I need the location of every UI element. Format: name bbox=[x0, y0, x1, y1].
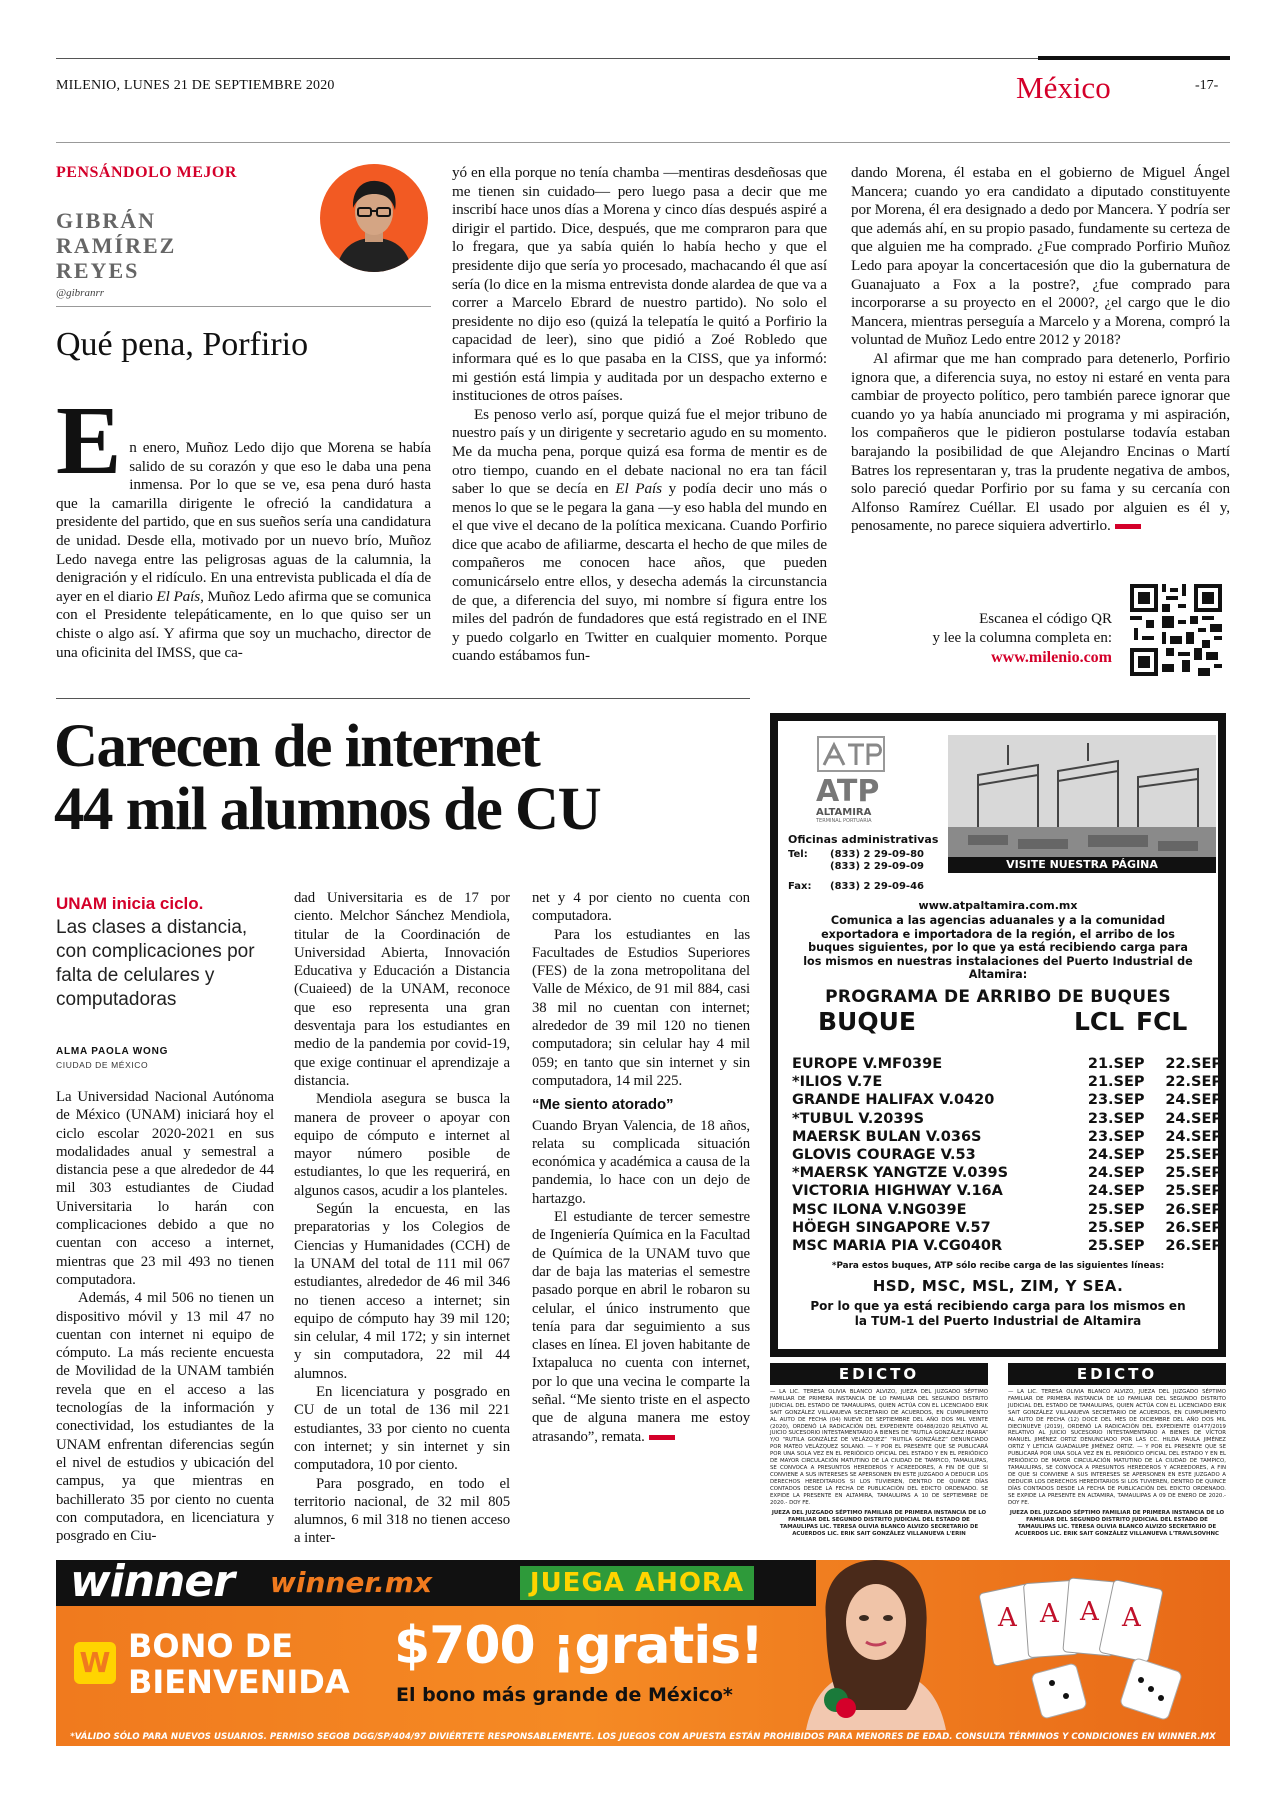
ship-lcl-date: 21.SEP bbox=[1087, 1074, 1145, 1091]
ship-fcl-date: 26.SEP bbox=[1165, 1201, 1222, 1218]
winner-logo: winner bbox=[70, 1560, 234, 1607]
edict-notice bbox=[770, 1363, 988, 1538]
ship-name: GRANDE HALIFAX V.0420 bbox=[792, 1092, 995, 1109]
atp-logo-sub2: TERMINAL PORTUARIA bbox=[816, 818, 872, 824]
ship-row bbox=[792, 1146, 1222, 1164]
program-title: PROGRAMA DE ARRIBO DE BUQUES bbox=[825, 987, 1171, 1007]
ship-fcl-date: 24.SEP bbox=[1165, 1110, 1222, 1127]
atp-logo bbox=[816, 735, 916, 824]
paragraph: Según la encuesta, en las preparatorias y los Colegios de Ciencias y Humanidades (CCH) de la UNAM del total de 111 mil 067 estudiantes, alrededor de 46 mil 346 no tienen acceso a internet; sin equipo de cómputo hay 39 mil 120; sin celular, 4 mil 172; y sin internet y sin computadora, 22 mil 44 alumnos. bbox=[294, 1201, 510, 1382]
news-text-col1 bbox=[56, 1088, 274, 1545]
qr-url[interactable]: www.milenio.com bbox=[991, 649, 1112, 666]
ship-name: MSC ILONA V.NG039E bbox=[792, 1201, 967, 1218]
column-headline[interactable]: Qué pena, Porfirio bbox=[56, 326, 309, 363]
ship-fcl-date: 25.SEP bbox=[1165, 1183, 1222, 1200]
column-kicker: PENSÁNDOLO MEJOR bbox=[56, 164, 237, 181]
bonus-title bbox=[128, 1628, 350, 1700]
ship-lcl-date: 23.SEP bbox=[1087, 1092, 1145, 1109]
paragraph: Para los estudiantes en las Facultades de Estudios Superiores (FES) de la zona metropolitana del Valle de México, de 91 mil 884, casi 38 mil no cuentan con internet; alrededor de 39 mil 120 no tienen computadora; sin celular hay 4 mil 059; en tanto que sin internet y sin computadora, 14 mil 225. bbox=[532, 926, 750, 1089]
author-handle[interactable]: @gibranrr bbox=[56, 287, 105, 299]
ship-row bbox=[792, 1237, 1222, 1255]
tel-number[interactable]: (833) 2 29-09-09 bbox=[830, 861, 924, 872]
ship-fcl-date: 25.SEP bbox=[1165, 1147, 1222, 1164]
atp-logo-sub: ALTAMIRA bbox=[816, 807, 872, 818]
model-portrait-icon bbox=[776, 1560, 976, 1730]
paragraph: Al afirmar que me han comprado para detenerlo, Porfirio ignora que, a diferencia suya, no estoy ni estaré en venta para cambiar de proyecto político, pero también parece ignorar que cuando yo ya había anunciado mi programa y mi aspiración, los compañeros que le pidieron postularse todavía estaban barajando la posibilidad de que Alejandro Encinas o Martí Batres los representaran y, tras la prudente negativa de ambos, solo pareció quedar Porfirio por su fama y su cercanía con Alfonso Ramírez Cuéllar. El usado por alguien es él y, penosamente, no parece siquiera advertirlo. bbox=[851, 349, 1230, 535]
fax-number[interactable]: (833) 2 29-09-46 bbox=[830, 881, 924, 892]
paragraph: y podía decir uno más o menos lo que se le pegara la gana —y eso habla del mundo en el que vive el decano de la política mexicana. Cuando Porfirio dice que acabo de afiliarme, descarta el hecho de que miles de compañeros me conocen hace años, que pueden comunicárselo entre ellos, y desecha además la circunstancia de que, a diferencia del suyo, mi nombre sí figura entre los miles del padrón de fundadores que está registrado en el INE y puedo colgarlo en Twitter en cualquier momento. Porque cuando estábamos fun- bbox=[452, 480, 827, 665]
edict-body: — LA LIC. TERESA OLIVIA BLANCO ALVIZO, JUEZA DEL JUZGADO SÉPTIMO FAMILIAR DE PRIMERA INSTANCIA DE LO FAMILIAR DEL SEGUNDO DISTRITO JUDICIAL DEL ESTADO DE TAMAULIPAS, QUIEN ACTÚA CON EL LICENCIADO ERIK SAIT GONZÁLEZ VILLANUEVA SECRETARIO DE ACUERDOS, EN CUMPLIMIENTO AL AUTO DE FECHA (12) DOCE DEL MES DE DICIEMBRE DEL AÑO DOS MIL DIECINUEVE (2019), ORDENÓ LA RADICACIÓN DEL EXPEDIENTE 01477/2019 RELATIVO AL JUICIO SUCESORIO INTESTAMENTARIO A BIENES DE VÍCTOR MANUEL JIMÉNEZ ORTIZ DENUNCIADO POR LAS CC. HILDA PAULA JIMÉNEZ ORTIZ Y LETICIA GUADALUPE JIMÉNEZ ORTIZ. — Y POR EL PRESENTE QUE SE PUBLICARÁ POR UNA SOLA VEZ EN EL PERIÓDICO OFICIAL DEL ESTADO Y EN EL PERIÓDICO DE MAYOR CIRCULACIÓN MATUTINO DE LA CIUDAD DE TAMPICO, TAMAULIPAS, SE CONVOCA A PRESUNTOS HEREDEROS Y ACREEDORES, A FIN DE QUE SI CONVIENE A SUS INTERESES SE APERSONEN EN ESTE JUZGADO A DEDUCIR LOS DERECHOS HEREDITARIOS SI LOS TUVIEREN, DENTRO DE QUINCE DÍAS CONTADOS DESDE LA FECHA DE PUBLICACIÓN DEL EDICTO ORDENADO. SE EXPIDE LA PRESENTE EN ALTAMIRA, TAMAULIPAS A 09 DE ENERO DE 2020.- DOY FE. bbox=[1008, 1389, 1226, 1506]
news-text-col2 bbox=[294, 889, 510, 1548]
ship-name: MSC MARIA PIA V.CG040R bbox=[792, 1238, 1003, 1255]
port-cranes-icon bbox=[948, 735, 1216, 873]
paragraph: net y 4 por ciento no cuenta con computadora. bbox=[532, 890, 750, 925]
news-byline: ALMA PAOLA WONG bbox=[56, 1046, 169, 1057]
paragraph: dad Universitaria es de 17 por ciento. Melchor Sánchez Mendiola, titular de la Coordinación de Universidad Abierta, Innovación Educativa y Educación a Distancia (Cuaieed) de la UNAM, reconoce que eso representa una gran desventaja para los estudiantes en medio de la pandemia por covid-19, que exige continuar el aprendizaje a distancia. bbox=[294, 890, 510, 1089]
paragraph: Para posgrado, en todo el territorio nacional, de 32 mil 805 alumnos, 6 mil 318 no tienen acceso a inter- bbox=[294, 1475, 510, 1547]
column-text-col2 bbox=[452, 164, 827, 666]
svg-text:A: A bbox=[998, 1603, 1017, 1633]
svg-text:A: A bbox=[1122, 1603, 1141, 1633]
playing-cards-icon bbox=[976, 1568, 1226, 1728]
news-deck bbox=[56, 892, 256, 1012]
ship-lcl-date: 23.SEP bbox=[1087, 1110, 1145, 1127]
paragraph: n enero, Muñoz Ledo dijo que Morena se había salido de su corazón y que eso le daba una pena inmensa. Por lo que se ve, esa pena duró hasta que la camarilla dirigente le ofreció la candidatura a presidente del partido, que en sus sueños sería una candidatura de unidad. Desde ella, motivado por un nuevo brío, Muñoz Ledo navega entre las peligrosas aguas de la calumnia, la denigración y el ridículo. En una entrevista publicada el día de ayer en el diario bbox=[56, 439, 431, 605]
column-text-col3 bbox=[851, 164, 1230, 536]
bonus-amount: $700 ¡gratis! bbox=[394, 1616, 763, 1676]
paragraph: En licenciatura y posgrado en CU de un total de 136 mil 221 estudiantes, 33 por ciento no cuenta con internet; y sin internet y sin computadora, 10 por ciento. bbox=[294, 1384, 510, 1474]
ship-fcl-date: 25.SEP bbox=[1165, 1165, 1222, 1182]
qr-caption bbox=[880, 610, 1112, 667]
ship-name: *ILIOS V.7E bbox=[792, 1074, 883, 1091]
drop-cap: E bbox=[56, 387, 122, 495]
ship-row bbox=[792, 1201, 1222, 1219]
paragraph: yó en ella porque no tenía chamba —mentiras desdeñosas que me tienen sin cuidado— pero luego pasa a decir que me inscribí hace unos días a Morena y cinco días después aspiré a dirigir el partido. Dice, después, que me compraron para que lo fregara, que ya sabía quién lo había hecho y que el presidente dijo que sería yo procesado, machacando él que así sería (lo dice en la misma entrevista donde alardea de que va a correr a Marcelo Ebrard de nuestro partido). No solo el presidente no dijo eso (quizá la telepatía le quitó a Porfirio la capacidad de leer), sino que pidió a Zoé Robledo que informara qué es lo que pasaba en la CISS, que ya informó: mi gestión está limpia y auditada por un despacho externo e instituciones de otros países. bbox=[452, 164, 827, 405]
ship-name: *MAERSK YANGTZE V.039S bbox=[792, 1165, 1009, 1182]
ship-name: EUROPE V.MF039E bbox=[792, 1056, 943, 1072]
ship-lcl-date: 25.SEP bbox=[1087, 1201, 1145, 1218]
visit-page-label: VISITE NUESTRA PÁGINA bbox=[948, 857, 1216, 873]
svg-text:A: A bbox=[1040, 1599, 1059, 1629]
paragraph: El estudiante de tercer semestre de Ingeniería Química en la Facultad de Química de la UNAM tuvo que dar de baja las materias el semestre pasado porque en abril le robaron su celular, el único instrumento que tenía para dar seguimiento a sus clases en línea. El joven habitante de Ixtapaluca no cuenta con internet, por lo que una vecina le comparte la señal. “Me siento triste en el aspecto que de alguna manera me estoy atrasando”, remata. bbox=[532, 1209, 750, 1445]
masthead-date: MILENIO, LUNES 21 DE SEPTIEMBRE 2020 bbox=[56, 78, 335, 93]
section-title[interactable]: México bbox=[1016, 70, 1111, 105]
ship-fcl-date: 26.SEP bbox=[1165, 1238, 1222, 1255]
svg-text:A: A bbox=[1080, 1597, 1099, 1627]
paragraph: Cuando Bryan Valencia, de 18 años, relata su complicada situación económica y académica a causa de la pandemia, lo hace con un dejo de hartazgo. bbox=[532, 1117, 750, 1207]
atp-lines: HSD, MSC, MSL, ZIM, Y SEA. bbox=[872, 1277, 1124, 1295]
ad-disclaimer: *VÁLIDO SÓLO PARA NUEVOS USUARIOS. PERMISO SEGOB DGG/SP/404/97 DIVIÉRTETE RESPONSABLEMENTE. LOS JUEGOS CON APUESTA ESTÁN PROHIBIDOS PARA MENORES DE EDAD. CONSULTA TÉRMINOS Y CONDICIONES EN WINNER.MX bbox=[70, 1732, 1216, 1742]
edict-signature: JUEZA DEL JUZGADO SÉPTIMO FAMILIAR DE PRIMERA INSTANCIA DE LO FAMILIAR DEL SEGUNDO DISTRITO JUDICIAL DEL ESTADO DE TAMAULIPAS LIC. TERESA OLIVIA BLANCO ALVIZO SECRETARIO DE ACUERDOS LIC. ERIK SAIT GONZÁLEZ VILLANUEVA L'ERIN bbox=[771, 1510, 987, 1538]
ship-row bbox=[792, 1164, 1222, 1182]
atp-logo-text: ATP bbox=[816, 774, 880, 809]
author-name bbox=[56, 208, 176, 283]
winner-w-icon: W bbox=[74, 1642, 116, 1684]
news-headline-line: 44 mil alumnos de CU bbox=[54, 776, 601, 843]
ship-lcl-date: 23.SEP bbox=[1087, 1128, 1145, 1145]
ship-lcl-date: 24.SEP bbox=[1087, 1165, 1145, 1182]
paragraph: dando Morena, él estaba en el gobierno de Miguel Ángel Mancera; cuando yo era candidato a diputado constituyente por Morena, él era designado a dedo por Mancera. Y podría ser que además ahí, en su propio pasado, fundamente su certeza de que alguien me ha comprado. ¿Fue comprado Porfirio Muñoz Ledo para apoyar la concertacesión que dio la gubernatura de Guanajuato a Fox a la postre?, ¿fue comprado para incorporarse a su proyecto en el 2000?, ¿el cargo que le dio Mancera, mientras perseguía a Marcelo y a Morena, compró la voluntad de Muñoz Ledo entre 2012 y 2018? bbox=[851, 164, 1230, 349]
ship-row bbox=[792, 1073, 1222, 1091]
author-portrait-icon bbox=[320, 164, 428, 272]
qr-code-icon[interactable] bbox=[1130, 584, 1222, 676]
fax-label: Fax: bbox=[788, 881, 812, 892]
edict-body: — LA LIC. TERESA OLIVIA BLANCO ALVIZO, JUEZA DEL JUZGADO SÉPTIMO FAMILIAR DE PRIMERA INSTANCIA DE LO FAMILIAR DEL SEGUNDO DISTRITO JUDICIAL DEL ESTADO DE TAMAULIPAS, QUIEN ACTÚA CON EL LICENCIADO ERIK SAIT GONZÁLEZ VILLANUEVA SECRETARIO DE ACUERDOS, EN CUMPLIMIENTO AL AUTO DE FECHA (04) NUEVE DE SEPTIEMBRE DEL AÑO DOS MIL VEINTE (2020), ORDENÓ LA RADICACIÓN DEL EXPEDIENTE 00488/2020 RELATIVO AL JUICIO SUCESORIO INTESTAMENTARIO A BIENES DE “RUTILA GONZÁLEZ IBARRA” Y/O “RUTILA GONZÁLEZ DE VELÁZQUEZ” “RUTILA GONZÁLEZ” DENUNCIADO POR MATEO VELÁZQUEZ SOLANO. — Y POR EL PRESENTE QUE SE PUBLICARÁ POR UNA SOLA VEZ EN EL PERIÓDICO OFICIAL DEL ESTADO Y EN EL PERIÓDICO DE MAYOR CIRCULACIÓN MATUTINO DE LA CIUDAD DE TAMPICO, TAMAULIPAS, SE CONVOCA A PRESUNTOS HEREDEROS Y ACREEDORES, A FIN DE QUE SI CONVIENE A SUS INTERESES SE APERSONEN EN ESTE JUZGADO A DEDUCIR LOS DERECHOS HEREDITARIOS SI LOS TUVIEREN, DENTRO DE QUINCE DÍAS CONTADOS DESDE LA FECHA DE PUBLICACIÓN DEL EDICTO ORDENADO. SE EXPIDE LA PRESENTE EN ALTAMIRA, TAMAULIPAS A 10 DE SEPTIEMBRE DE 2020.- DOY FE. bbox=[770, 1389, 988, 1506]
atp-closing: Por lo que ya está recibiendo carga para los mismos en la TUM-1 del Puerto Industrial de Altamira bbox=[810, 1299, 1186, 1328]
cards-image bbox=[976, 1568, 1226, 1728]
ship-row bbox=[792, 1182, 1222, 1200]
model-image bbox=[776, 1560, 976, 1730]
qr-caption-line: Escanea el código QR bbox=[979, 611, 1112, 627]
ship-lcl-date: 25.SEP bbox=[1087, 1219, 1145, 1236]
author-name-line: RAMÍREZ bbox=[56, 233, 177, 258]
ship-name: HÖEGH SINGAPORE V.57 bbox=[792, 1219, 991, 1236]
atp-footnote: *Para estos buques, ATP sólo recibe carga de las siguientes líneas: bbox=[831, 1261, 1165, 1271]
end-mark bbox=[1115, 524, 1141, 529]
author-name-line: GIBRÁN bbox=[56, 208, 157, 233]
column-header-buque: BUQUE bbox=[818, 1007, 916, 1036]
atp-logo-icon bbox=[816, 735, 886, 773]
ship-row bbox=[792, 1055, 1222, 1073]
page-number: -17- bbox=[1195, 78, 1219, 93]
ship-fcl-date: 24.SEP bbox=[1165, 1092, 1222, 1109]
winner-advertisement[interactable] bbox=[56, 1560, 1230, 1746]
publication-name: El País bbox=[156, 587, 201, 605]
atp-advertisement[interactable] bbox=[770, 713, 1226, 1357]
atp-url[interactable]: www.atpaltamira.com.mx bbox=[918, 899, 1078, 912]
bonus-title-line: BIENVENIDA bbox=[128, 1663, 350, 1701]
bonus-title-line: BONO DE bbox=[128, 1627, 294, 1665]
ship-fcl-date: 22.SEP bbox=[1165, 1056, 1222, 1072]
ship-name: MAERSK BULAN V.036S bbox=[792, 1128, 982, 1145]
column-header-fcl: FCL bbox=[1136, 1007, 1188, 1036]
column-header-lcl: LCL bbox=[1074, 1007, 1125, 1036]
edict-notice bbox=[1008, 1363, 1226, 1538]
bonus-tagline: El bono más grande de México* bbox=[396, 1684, 733, 1706]
ship-row bbox=[792, 1091, 1222, 1109]
column-text-col1 bbox=[56, 387, 431, 662]
ship-lcl-date: 24.SEP bbox=[1087, 1183, 1145, 1200]
tel-label: Tel: bbox=[788, 849, 808, 860]
ship-name: VICTORIA HIGHWAY V.16A bbox=[792, 1183, 1003, 1200]
deck-text: Las clases a distancia, con complicaciones por falta de celulares y computadoras bbox=[56, 917, 255, 1010]
edict-title: EDICTO bbox=[770, 1363, 988, 1385]
ship-lcl-date: 21.SEP bbox=[1087, 1056, 1145, 1072]
ship-list bbox=[792, 1055, 1222, 1255]
tel-number[interactable]: (833) 2 29-09-80 bbox=[830, 849, 924, 860]
publication-name: El País bbox=[615, 480, 662, 498]
ship-name: GLOVIS COURAGE V.53 bbox=[792, 1147, 976, 1164]
edict-signature: JUEZA DEL JUZGADO SÉPTIMO FAMILIAR DE PRIMERA INSTANCIA DE LO FAMILIAR DEL SEGUNDO DISTRITO JUDICIAL DEL ESTADO DE TAMAULIPAS LIC. TERESA OLIVIA BLANCO ALVIZO SECRETARIO DE ACUERDOS LIC. ERIK SAIT GONZÁLEZ VILLANUEVA L'TRAVLSOVHNC bbox=[1009, 1510, 1225, 1538]
paragraph: Mendiola asegura se busca la manera de proveer o apoyar con equipo de cómputo e internet al mayor número posible de estudiantes, lo que les requerirá, en algunos casos, acudir a los planteles. bbox=[294, 1091, 510, 1199]
atp-offices: Oficinas administrativas bbox=[788, 833, 939, 846]
deck-kicker: UNAM inicia ciclo. bbox=[56, 894, 204, 913]
news-location: CIUDAD DE MÉXICO bbox=[56, 1060, 149, 1070]
paragraph: , Muñoz Ledo afirma que se comunica con el Presidente telepáticamente, en lo que quiso ser un chiste o algo así. Y afirma que soy un muchacho, director de una oficinita del IMSS, que ca- bbox=[56, 587, 431, 661]
paragraph: Además, 4 mil 506 no tienen un dispositivo móvil y 13 mil 47 no cuentan con internet ni equipo de cómputo. La más reciente encuesta de Movilidad de la UNAM también revela que en el acceso a las tecnologías de la información y conectividad, los estudiantes de la UNAM enfrentan diferencias según el nivel de estudios y ubicación del campus, ya que mientras en bachillerato 35 por ciento no cuenta con computadora, en licenciatura y posgrado en Ciu- bbox=[56, 1290, 274, 1545]
port-photo bbox=[948, 735, 1216, 873]
winner-domain[interactable]: winner.mx bbox=[270, 1566, 433, 1599]
ship-lcl-date: 25.SEP bbox=[1087, 1238, 1145, 1255]
ship-fcl-date: 22.SEP bbox=[1165, 1074, 1222, 1091]
news-subhead: “Me siento atorado” bbox=[532, 1096, 674, 1114]
author-name-line: REYES bbox=[56, 258, 140, 283]
ship-lcl-date: 24.SEP bbox=[1087, 1147, 1145, 1164]
ship-fcl-date: 26.SEP bbox=[1165, 1219, 1222, 1236]
news-headline[interactable] bbox=[54, 715, 600, 841]
end-mark bbox=[649, 1435, 675, 1440]
ship-table-header bbox=[818, 1007, 1208, 1036]
paragraph: La Universidad Nacional Autónoma de México (UNAM) iniciará hoy el ciclo escolar 2020-2021 en sus modalidades anual y semestral a distancia pese a que alrededor de 44 mil 303 estudiantes de Ciudad Universitaria lo harán con complicaciones debido a que no cuentan con acceso a internet, mientras que 23 mil 493 no tienen computadora. bbox=[56, 1089, 274, 1288]
atp-contact bbox=[788, 849, 924, 893]
news-headline-line: Carecen de internet bbox=[54, 713, 540, 780]
ship-row bbox=[792, 1219, 1222, 1237]
author-photo bbox=[320, 164, 428, 272]
atp-notice: Comunica a las agencias aduanales y a la comunidad exportadora e importadora de la región, el arribo de los buques siguientes, por lo que ya está recibiendo carga para los mismos en nuestras instalaciones del Puerto Industrial de Altamira: bbox=[803, 914, 1193, 981]
qr-caption-line: y lee la columna completa en: bbox=[932, 630, 1112, 646]
ship-row bbox=[792, 1110, 1222, 1128]
news-text-col3 bbox=[532, 889, 750, 1446]
play-now-button[interactable]: JUEGA AHORA bbox=[520, 1566, 754, 1600]
edict-title: EDICTO bbox=[1008, 1363, 1226, 1385]
ship-row bbox=[792, 1128, 1222, 1146]
ship-fcl-date: 24.SEP bbox=[1165, 1128, 1222, 1145]
ship-name: *TUBUL V.2039S bbox=[792, 1110, 925, 1127]
paragraph: Es penoso verlo así, porque quizá fue el mejor tribuno de nuestro país y un dirigente y secretario agudo en su momento. Me da mucha pena, porque quizá esa forma de mentir es de otro tiempo, cuando en el debate nacional no era tan fácil saber lo que se decía en bbox=[452, 405, 827, 498]
